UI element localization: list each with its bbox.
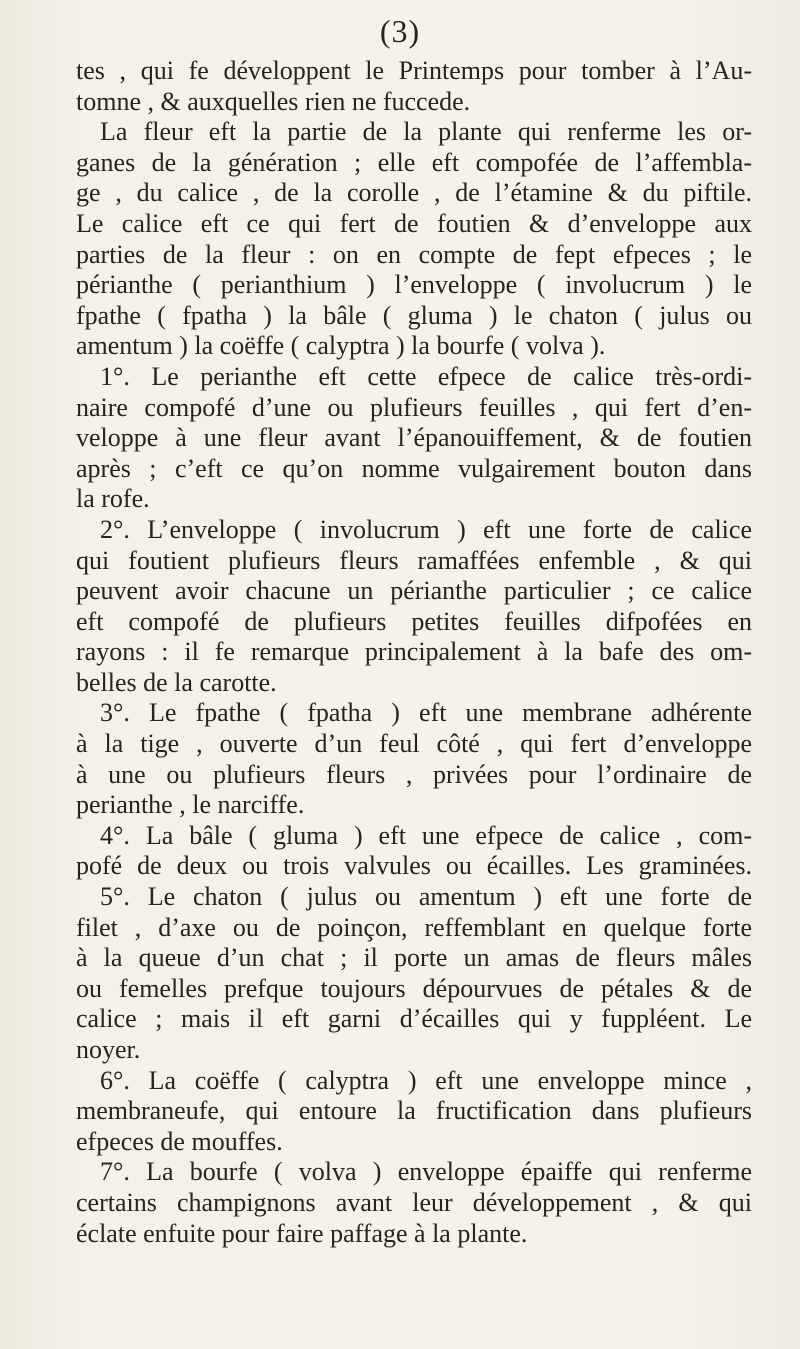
text-line: éclate enfuite pour faire paffage à la plante. bbox=[76, 1218, 528, 1248]
text-line: 5°. Le chaton ( julus ou amentum ) eft une forte de bbox=[100, 882, 752, 912]
text-line: périanthe ( perianthium ) l’enveloppe ( involucrum ) le bbox=[76, 270, 752, 300]
text-line: 2°. L’enveloppe ( involucrum ) eft une forte de calice bbox=[100, 514, 752, 544]
text-line: filet , d’axe ou de poinçon, reffemblant en quelque forte bbox=[76, 912, 752, 942]
text-line: peuvent avoir chacune un périanthe particulier ; ce calice bbox=[76, 576, 752, 606]
text-line: 6°. La coëffe ( calyptra ) eft une enveloppe mince , bbox=[100, 1065, 752, 1095]
text-line: noyer. bbox=[76, 1035, 141, 1064]
text-line: à la tige , ouverte d’un feul côté , qui fert d’enveloppe bbox=[76, 729, 752, 759]
text-line: 3°. Le fpathe ( fpatha ) eft une membrane adhérente bbox=[100, 698, 752, 728]
text-line: à la queue d’un chat ; il porte un amas de fleurs mâles bbox=[76, 943, 752, 973]
text-line: tomne , & auxquelles rien ne fuccede. bbox=[76, 86, 471, 116]
text-line: après ; c’eft ce qu’on nomme vulgairement bouton dans bbox=[76, 453, 752, 483]
text-line: ganes de la génération ; elle eft compofée de l’affembla- bbox=[76, 147, 752, 177]
text-line: Le calice eft ce qui fert de foutien & d’enveloppe aux bbox=[76, 208, 752, 238]
text-line: parties de la fleur : on en compte de fept efpeces ; le bbox=[76, 239, 752, 269]
text-line: rayons : il fe remarque principalement à la bafe des om- bbox=[76, 637, 752, 667]
text-line: perianthe , le narciffe. bbox=[76, 790, 305, 820]
text-line: ou femelles prefque toujours dépourvues de pétales & de bbox=[76, 973, 752, 1003]
text-line: calice ; mais il eft garni d’écailles qui y fuppléent. Le bbox=[76, 1004, 752, 1034]
text-line: certains champignons avant leur développement , & qui bbox=[76, 1187, 752, 1217]
body-text bbox=[76, 56, 752, 1249]
text-line: belles de la carotte. bbox=[76, 667, 277, 697]
text-line: 7°. La bourfe ( volva ) enveloppe épaiffe qui renferme bbox=[100, 1157, 752, 1187]
page-number: (3) bbox=[379, 13, 421, 49]
text-line: amentum ) la coëffe ( calyptra ) la bourfe ( volva ). bbox=[76, 331, 606, 361]
text-line: efpeces de mouffes. bbox=[76, 1126, 283, 1156]
text-line: pofé de deux ou trois valvules ou écailles. Les graminées. bbox=[76, 851, 752, 881]
text-line: fpathe ( fpatha ) la bâle ( gluma ) le chaton ( julus ou bbox=[76, 300, 752, 330]
text-line: eft compofé de plufieurs petites feuilles difpofées en bbox=[76, 606, 752, 636]
text-line: La fleur eft la partie de la plante qui renferme les or- bbox=[100, 117, 752, 147]
text-line: 1°. Le perianthe eft cette efpece de calice très-ordi- bbox=[100, 361, 752, 391]
text-line: la rofe. bbox=[76, 484, 150, 514]
text-line: ge , du calice , de la corolle , de l’étamine & du piftile. bbox=[76, 178, 752, 208]
text-line: naire compofé d’une ou plufieurs feuilles , qui fert d’en- bbox=[76, 392, 752, 422]
text-line: tes , qui fe développent le Printemps pour tomber à l’Au- bbox=[76, 56, 752, 85]
text-line: qui foutient plufieurs fleurs ramaffées enfemble , & qui bbox=[76, 545, 752, 575]
text-line: membraneufe, qui entoure la fructification dans plufieurs bbox=[76, 1096, 752, 1126]
text-line: 4°. La bâle ( gluma ) eft une efpece de calice , com- bbox=[100, 820, 752, 850]
text-line: à une ou plufieurs fleurs , privées pour l’ordinaire de bbox=[76, 759, 752, 789]
text-line: veloppe à une fleur avant l’épanouiffement, & de foutien bbox=[76, 423, 752, 453]
